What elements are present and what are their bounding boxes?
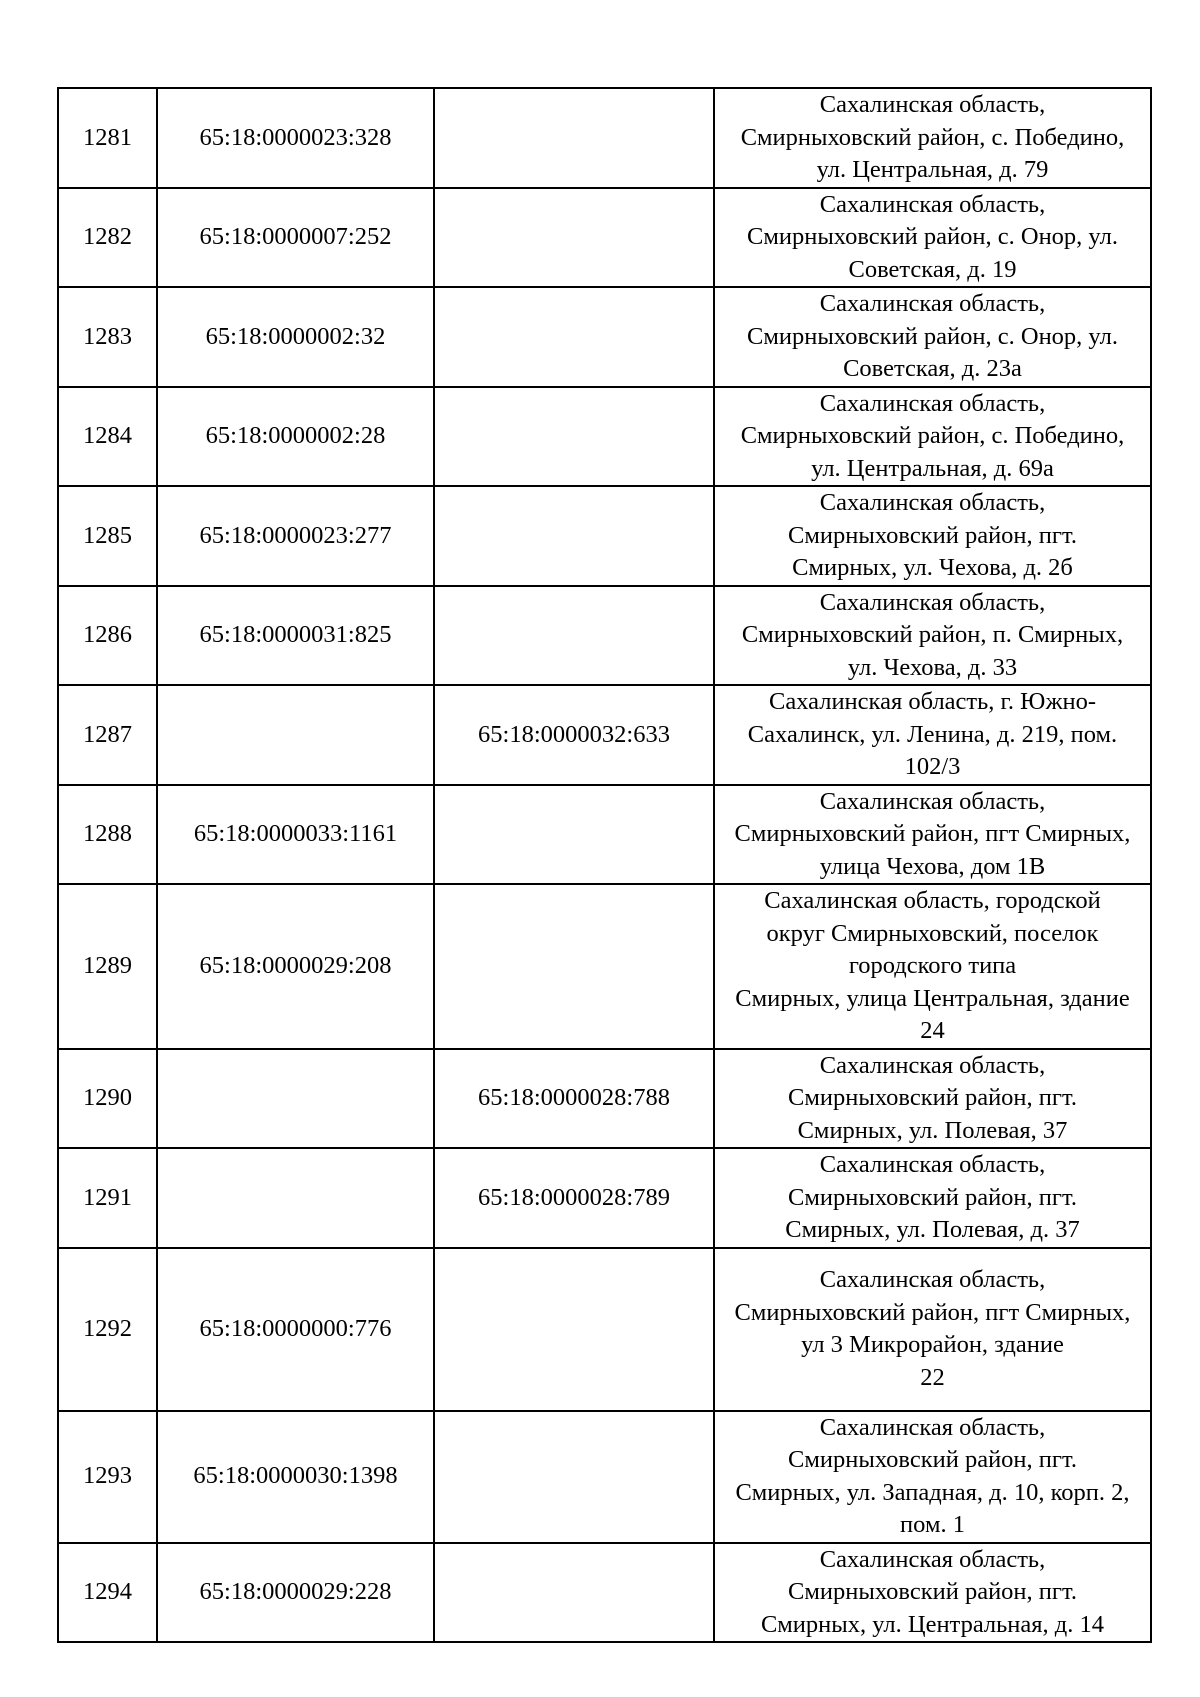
address-cell <box>714 884 1151 1049</box>
address-line: Смирныховский район, пгт Смирных, <box>734 820 1131 847</box>
address-line: Смирныховский район, с. Онор, ул. <box>747 322 1118 350</box>
table-row <box>58 1411 1151 1543</box>
address-line: Сахалинская область, <box>819 1051 1046 1079</box>
address-line: Сахалинск, ул. Ленина, д. 219, пом. <box>747 720 1118 748</box>
address-line: Сахалинская область, <box>819 1151 1046 1178</box>
row-number: 1293 <box>58 1411 157 1543</box>
address-line: Смирных, ул. Полевая, д. 37 <box>785 1216 1080 1243</box>
address-cell <box>714 88 1151 188</box>
row-number: 1289 <box>58 884 157 1049</box>
cadastral-number-col3 <box>434 188 714 288</box>
table-row <box>58 387 1151 487</box>
address-line: Смирных, ул. Западная, д. 10, корп. 2, <box>735 1478 1130 1506</box>
table-row <box>58 1543 1151 1643</box>
address-line: Смирныховский район, пгт. <box>788 1446 1077 1473</box>
address-cell <box>714 586 1151 686</box>
address-line: Смирныховский район, пгт. <box>788 1084 1077 1111</box>
address-cell <box>714 387 1151 487</box>
address-line: Сахалинская область, г. Южно- <box>768 688 1097 715</box>
address-line: ул. Центральная, д. 79 <box>816 156 1049 183</box>
cadastral-number-col2: 65:18:0000030:1398 <box>157 1411 434 1543</box>
address-line: ул. Чехова, д. 33 <box>847 653 1018 681</box>
address-line: городского типа <box>848 952 1017 979</box>
row-number: 1287 <box>58 685 157 785</box>
row-number: 1281 <box>58 88 157 188</box>
address-line: Смирныховский район, с. Победино, <box>740 123 1125 151</box>
cadastral-number-col3 <box>434 287 714 387</box>
cadastral-number-col3 <box>434 884 714 1049</box>
cadastral-number-col2: 65:18:0000023:277 <box>157 486 434 586</box>
row-number: 1282 <box>58 188 157 288</box>
address-cell <box>714 1543 1151 1643</box>
table-row <box>58 486 1151 586</box>
table-row <box>58 685 1151 785</box>
address-line: Советская, д. 19 <box>848 255 1017 283</box>
address-cell <box>714 1049 1151 1149</box>
cadastral-number-col2: 65:18:0000023:328 <box>157 88 434 188</box>
row-number: 1291 <box>58 1148 157 1248</box>
table-row <box>58 586 1151 686</box>
cadastral-number-col2: 65:18:0000002:28 <box>157 387 434 487</box>
table-row <box>58 88 1151 188</box>
table-row <box>58 188 1151 288</box>
cadastral-number-col2: 65:18:0000002:32 <box>157 287 434 387</box>
address-line: Сахалинская область, <box>819 489 1046 516</box>
address-line: Смирныховский район, п. Смирных, <box>741 621 1124 648</box>
cadastral-number-col2: 65:18:0000031:825 <box>157 586 434 686</box>
address-line: Сахалинская область, <box>819 1545 1046 1573</box>
cadastral-number-col3 <box>434 387 714 487</box>
address-line: Смирных, улица Центральная, здание <box>735 984 1130 1012</box>
address-line: Сахалинская область, городской <box>764 887 1101 914</box>
address-line: 24 <box>920 1017 945 1044</box>
cadastral-number-col3 <box>434 586 714 686</box>
address-line: Смирных, ул. Центральная, д. 14 <box>760 1610 1105 1638</box>
address-cell <box>714 685 1151 785</box>
table-row <box>58 1049 1151 1149</box>
address-line: пом. 1 <box>900 1511 965 1538</box>
cadastral-number-col2 <box>157 685 434 785</box>
cadastral-number-col3: 65:18:0000028:788 <box>434 1049 714 1149</box>
address-line: Смирных, ул. Полевая, 37 <box>797 1116 1068 1144</box>
cadastral-number-col2: 65:18:0000033:1161 <box>157 785 434 885</box>
address-line: округ Смирныховский, поселок <box>766 919 1099 947</box>
cadastral-number-col3 <box>434 88 714 188</box>
row-number: 1285 <box>58 486 157 586</box>
row-number: 1290 <box>58 1049 157 1149</box>
row-number: 1292 <box>58 1248 157 1411</box>
cadastral-number-col3 <box>434 1411 714 1543</box>
table-row <box>58 785 1151 885</box>
row-number: 1294 <box>58 1543 157 1643</box>
address-line: ул 3 Микрорайон, здание <box>801 1331 1064 1358</box>
cadastral-number-col3: 65:18:0000028:789 <box>434 1148 714 1248</box>
address-line: Сахалинская область, <box>819 1413 1046 1441</box>
address-line: Смирныховский район, пгт. <box>788 1578 1077 1605</box>
cadastral-number-col3 <box>434 1543 714 1643</box>
cadastral-number-col2 <box>157 1049 434 1149</box>
table-row <box>58 1248 1151 1411</box>
table-row <box>58 287 1151 387</box>
cadastral-number-col2: 65:18:0000000:776 <box>157 1248 434 1411</box>
address-cell <box>714 1148 1151 1248</box>
row-number: 1288 <box>58 785 157 885</box>
address-line: Сахалинская область, <box>819 1266 1046 1293</box>
cadastral-number-col3 <box>434 785 714 885</box>
address-line: Сахалинская область, <box>819 190 1046 218</box>
row-number: 1284 <box>58 387 157 487</box>
address-cell <box>714 188 1151 288</box>
address-cell <box>714 785 1151 885</box>
cadastral-number-col3 <box>434 486 714 586</box>
address-line: Сахалинская область, <box>819 290 1046 317</box>
address-line: Смирныховский район, пгт. <box>788 521 1077 549</box>
property-table <box>57 87 1152 1643</box>
cadastral-number-col2: 65:18:0000029:228 <box>157 1543 434 1643</box>
address-line: Сахалинская область, <box>819 787 1046 815</box>
address-line: 22 <box>920 1363 945 1391</box>
address-cell <box>714 287 1151 387</box>
address-cell <box>714 1248 1151 1411</box>
address-cell <box>714 486 1151 586</box>
address-line: Смирныховский район, с. Онор, ул. <box>747 223 1118 250</box>
address-line: Смирныховский район, пгт. <box>788 1183 1077 1211</box>
address-cell <box>714 1411 1151 1543</box>
address-line: Сахалинская область, <box>819 588 1046 616</box>
address-line: улица Чехова, дом 1В <box>819 852 1046 880</box>
cadastral-number-col2 <box>157 1148 434 1248</box>
table-row <box>58 1148 1151 1248</box>
address-line: Смирныховский район, пгт Смирных, <box>734 1298 1131 1326</box>
address-line: Смирных, ул. Чехова, д. 2б <box>792 554 1073 581</box>
address-line: Советская, д. 23а <box>843 355 1022 382</box>
address-line: 102/3 <box>904 753 961 780</box>
address-line: Сахалинская область, <box>819 389 1046 417</box>
cadastral-number-col2: 65:18:0000029:208 <box>157 884 434 1049</box>
address-line: Сахалинская область, <box>819 91 1046 118</box>
cadastral-number-col3: 65:18:0000032:633 <box>434 685 714 785</box>
row-number: 1283 <box>58 287 157 387</box>
address-line: Смирныховский район, с. Победино, <box>740 422 1125 449</box>
cadastral-number-col2: 65:18:0000007:252 <box>157 188 434 288</box>
cadastral-number-col3 <box>434 1248 714 1411</box>
table-row <box>58 884 1151 1049</box>
row-number: 1286 <box>58 586 157 686</box>
address-line: ул. Центральная, д. 69а <box>811 454 1054 482</box>
